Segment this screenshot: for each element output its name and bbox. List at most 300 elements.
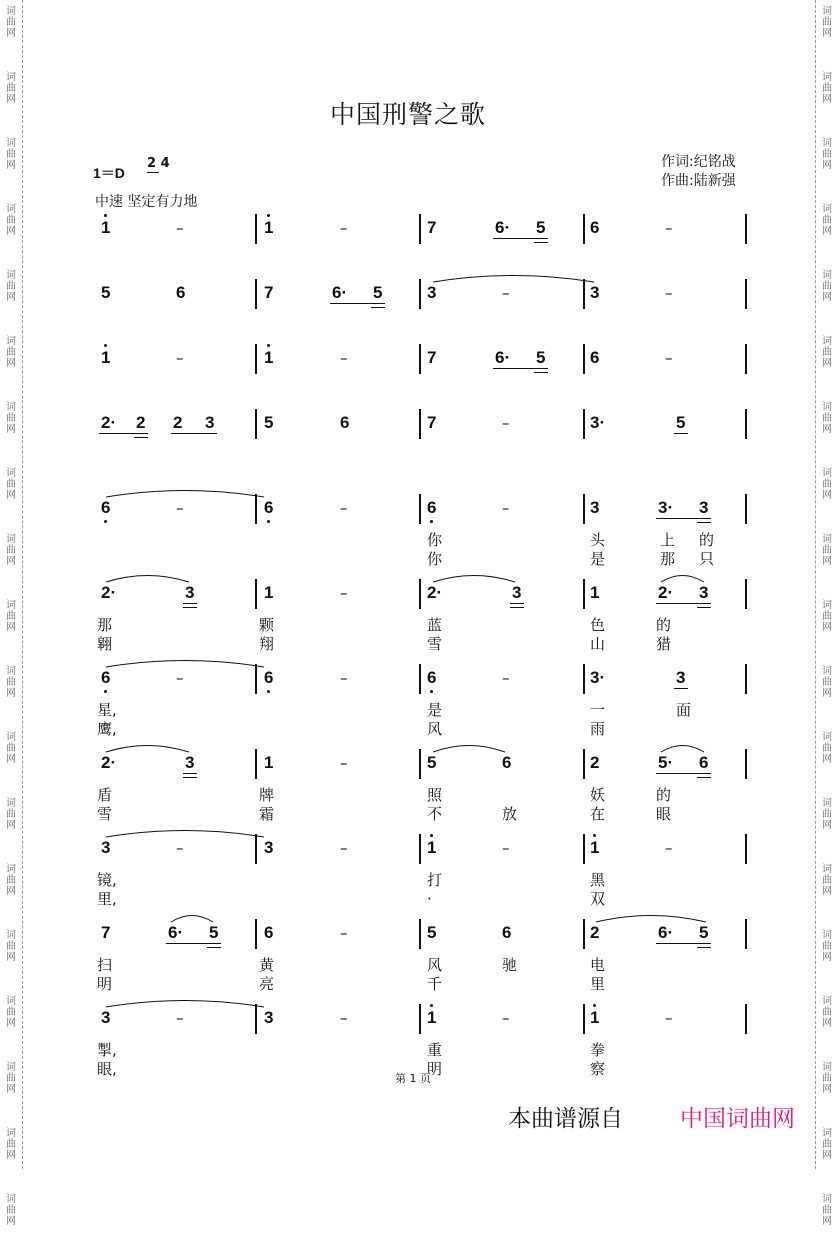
watermark-char: 网 bbox=[822, 1084, 832, 1095]
watermark-char: 网 bbox=[822, 160, 832, 171]
tie-path bbox=[106, 661, 264, 668]
watermark-group bbox=[818, 402, 836, 462]
note: 5 bbox=[427, 753, 437, 772]
watermark-char: 网 bbox=[6, 490, 16, 501]
watermark-char: 网 bbox=[822, 754, 832, 765]
note: 3 bbox=[699, 498, 709, 517]
time-signature-bottom: 4 bbox=[160, 156, 170, 171]
rest-dash: – bbox=[176, 499, 184, 517]
watermark-char: 曲 bbox=[6, 83, 16, 94]
watermark-char: 曲 bbox=[6, 281, 16, 292]
rest-dash: – bbox=[340, 669, 348, 687]
lyric-syllable: 霜 bbox=[259, 805, 275, 823]
watermark-char: 网 bbox=[6, 886, 16, 897]
underline-double bbox=[183, 607, 197, 608]
lyric-syllable: 山 bbox=[590, 635, 606, 653]
bar-line bbox=[583, 664, 585, 694]
note: 1 bbox=[590, 1008, 600, 1027]
watermark-char: 曲 bbox=[822, 1007, 832, 1018]
underline bbox=[656, 603, 711, 604]
watermark-char: 词 bbox=[6, 138, 16, 149]
lyric-syllable: 是 bbox=[590, 550, 606, 568]
lyric-syllable: 风 bbox=[427, 956, 443, 974]
watermark-char: 曲 bbox=[822, 743, 832, 754]
note: 1 bbox=[427, 1008, 437, 1027]
bar-line bbox=[419, 344, 421, 374]
watermark-char: 网 bbox=[6, 424, 16, 435]
lyric-syllable: 星, bbox=[97, 701, 117, 719]
tie-arc bbox=[105, 488, 265, 498]
high-octave-dot bbox=[267, 344, 270, 347]
bar-line bbox=[745, 494, 747, 524]
lyric-syllable: 鹰, bbox=[97, 720, 117, 738]
watermark-char: 曲 bbox=[822, 215, 832, 226]
lyric-syllable: 面 bbox=[676, 701, 692, 719]
watermark-char: 词 bbox=[822, 534, 832, 545]
watermark-char: 曲 bbox=[822, 17, 832, 28]
tie-path bbox=[433, 576, 515, 583]
footer-source-label: 本曲谱源自 bbox=[508, 1106, 623, 1132]
watermark-char: 词 bbox=[822, 468, 832, 479]
tie-arc bbox=[660, 573, 705, 583]
lyric-syllable: 盾 bbox=[97, 786, 113, 804]
lyric-syllable: 里, bbox=[97, 890, 117, 908]
lyric-syllable: 翔 bbox=[259, 635, 275, 653]
watermark-group bbox=[2, 336, 20, 396]
lyric-syllable: 眼 bbox=[656, 805, 672, 823]
watermark-char: 网 bbox=[6, 1084, 16, 1095]
lyric-syllable: 黄 bbox=[259, 956, 275, 974]
watermark-char: 词 bbox=[822, 336, 832, 347]
bar-line bbox=[255, 279, 257, 309]
watermark-char: 曲 bbox=[6, 611, 16, 622]
watermark-char: 词 bbox=[6, 1128, 16, 1139]
watermark-char: 词 bbox=[6, 1194, 16, 1205]
tie-path bbox=[106, 1001, 264, 1008]
watermark-group bbox=[2, 600, 20, 660]
watermark-char: 词 bbox=[822, 6, 832, 17]
watermark-group bbox=[818, 600, 836, 660]
tempo-marking: 中速 坚定有力地 bbox=[95, 194, 198, 210]
lyric-syllable: 不 bbox=[427, 805, 443, 823]
watermark-char: 网 bbox=[6, 622, 16, 633]
watermark-char: 词 bbox=[822, 666, 832, 677]
bar-line bbox=[745, 919, 747, 949]
bar-line bbox=[419, 919, 421, 949]
watermark-char: 词 bbox=[822, 732, 832, 743]
bar-line bbox=[583, 749, 585, 779]
watermark-char: 网 bbox=[822, 1150, 832, 1161]
left-margin-line bbox=[22, 0, 23, 1169]
watermark-char: 网 bbox=[6, 160, 16, 171]
low-octave-dot bbox=[267, 690, 270, 693]
tie-arc bbox=[660, 743, 705, 753]
watermark-char: 网 bbox=[822, 886, 832, 897]
note: 5 bbox=[373, 283, 383, 302]
note: 1 bbox=[264, 753, 274, 772]
underline-double bbox=[697, 777, 711, 778]
watermark-char: 曲 bbox=[822, 611, 832, 622]
watermark-char: 曲 bbox=[822, 83, 832, 94]
watermark-char: 曲 bbox=[6, 677, 16, 688]
watermark-group bbox=[2, 204, 20, 264]
key-signature: 1＝D bbox=[93, 165, 125, 181]
watermark-char: 网 bbox=[6, 820, 16, 831]
watermark-char: 词 bbox=[822, 1194, 832, 1205]
watermark-char: 词 bbox=[822, 864, 832, 875]
bar-line bbox=[745, 579, 747, 609]
tie-arc bbox=[105, 658, 265, 668]
watermark-char: 词 bbox=[6, 798, 16, 809]
note: 2· bbox=[101, 583, 117, 602]
tie-path bbox=[106, 576, 189, 583]
watermark-char: 词 bbox=[6, 996, 16, 1007]
note: 2 bbox=[136, 413, 146, 432]
underline-double bbox=[534, 372, 548, 373]
note: 5 bbox=[536, 348, 546, 367]
watermark-char: 词 bbox=[6, 666, 16, 677]
rest-dash: – bbox=[340, 219, 348, 237]
bar-line bbox=[583, 344, 585, 374]
note: 3 bbox=[101, 838, 111, 857]
watermark-char: 曲 bbox=[6, 809, 16, 820]
underline-double bbox=[510, 607, 524, 608]
note: 3 bbox=[264, 838, 274, 857]
note: 6 bbox=[427, 498, 437, 517]
underline-double bbox=[207, 947, 221, 948]
watermark-group bbox=[2, 138, 20, 198]
high-octave-dot bbox=[430, 1004, 433, 1007]
watermark-char: 网 bbox=[6, 226, 16, 237]
tie-path bbox=[433, 276, 594, 283]
tie-arc bbox=[105, 828, 265, 838]
lyric-syllable: 上 bbox=[660, 531, 676, 549]
bar-line bbox=[255, 919, 257, 949]
watermark-group bbox=[818, 1194, 836, 1254]
bar-line bbox=[583, 494, 585, 524]
bar-line bbox=[583, 409, 585, 439]
lyric-syllable: 放 bbox=[502, 805, 518, 823]
note: 6 bbox=[340, 413, 350, 432]
watermark-char: 词 bbox=[6, 336, 16, 347]
rest-dash: – bbox=[502, 499, 510, 517]
watermark-char: 曲 bbox=[6, 413, 16, 424]
watermark-char: 网 bbox=[6, 358, 16, 369]
lyric-syllable: 颗 bbox=[259, 616, 275, 634]
rest-dash: – bbox=[340, 754, 348, 772]
watermark-group bbox=[2, 930, 20, 990]
lyric-syllable: 牌 bbox=[259, 786, 275, 804]
watermark-char: 网 bbox=[822, 1216, 832, 1227]
note: 3 bbox=[699, 583, 709, 602]
watermark-char: 曲 bbox=[6, 1205, 16, 1216]
lyric-syllable: 头 bbox=[590, 531, 606, 549]
watermark-char: 词 bbox=[822, 402, 832, 413]
lyric-syllable: 那 bbox=[660, 550, 676, 568]
lyric-syllable: 明 bbox=[427, 1060, 443, 1078]
note: 3 bbox=[427, 283, 437, 302]
watermark-char: 网 bbox=[822, 490, 832, 501]
tie-arc bbox=[595, 913, 707, 923]
lyric-syllable: 蓝 bbox=[427, 616, 443, 634]
lyric-syllable: 雪 bbox=[97, 805, 113, 823]
bar-line bbox=[745, 279, 747, 309]
watermark-char: 词 bbox=[6, 930, 16, 941]
bar-line bbox=[255, 214, 257, 244]
watermark-char: 曲 bbox=[6, 1139, 16, 1150]
note: 6 bbox=[427, 668, 437, 687]
watermark-char: 网 bbox=[6, 1150, 16, 1161]
footer-site-name: 中国词曲网 bbox=[680, 1106, 795, 1132]
watermark-char: 曲 bbox=[6, 743, 16, 754]
watermark-char: 曲 bbox=[822, 1139, 832, 1150]
page-number: 第 1 页 bbox=[395, 1072, 431, 1085]
watermark-char: 曲 bbox=[6, 941, 16, 952]
right-margin-line bbox=[815, 0, 816, 1169]
low-octave-dot bbox=[430, 690, 433, 693]
watermark-char: 网 bbox=[822, 622, 832, 633]
underline bbox=[656, 518, 711, 519]
lyric-syllable: 察 bbox=[590, 1060, 606, 1078]
watermark-char: 网 bbox=[822, 1018, 832, 1029]
rest-dash: – bbox=[340, 349, 348, 367]
watermark-char: 曲 bbox=[6, 17, 16, 28]
note: 7 bbox=[427, 413, 437, 432]
watermark-group bbox=[2, 534, 20, 594]
watermark-group bbox=[818, 336, 836, 396]
watermark-group bbox=[818, 204, 836, 264]
rest-dash: – bbox=[502, 284, 510, 302]
watermark-group bbox=[2, 402, 20, 462]
rest-dash: – bbox=[340, 499, 348, 517]
tie-arc bbox=[105, 573, 190, 583]
watermark-group bbox=[818, 996, 836, 1056]
lyric-syllable: 驰 bbox=[502, 956, 518, 974]
underline bbox=[330, 303, 385, 304]
note: 3 bbox=[205, 413, 215, 432]
note: 1 bbox=[101, 348, 111, 367]
lyric-syllable: 你 bbox=[427, 531, 443, 549]
note: 6 bbox=[101, 668, 111, 687]
bar-line bbox=[255, 344, 257, 374]
lyric-syllable: 你 bbox=[427, 550, 443, 568]
lyric-syllable: 那 bbox=[97, 616, 113, 634]
bar-line bbox=[419, 664, 421, 694]
watermark-char: 网 bbox=[6, 754, 16, 765]
watermark-char: 曲 bbox=[822, 875, 832, 886]
watermark-group bbox=[2, 6, 20, 66]
high-octave-dot bbox=[267, 214, 270, 217]
note: 5 bbox=[101, 283, 111, 302]
bar-line bbox=[745, 749, 747, 779]
note: 3 bbox=[185, 753, 195, 772]
note: 3 bbox=[590, 498, 600, 517]
note: 2 bbox=[590, 923, 600, 942]
note: 2· bbox=[427, 583, 443, 602]
watermark-char: 网 bbox=[822, 94, 832, 105]
low-octave-dot bbox=[104, 520, 107, 523]
lyric-syllable: 妖 bbox=[590, 786, 606, 804]
tie-arc bbox=[432, 743, 506, 753]
note: 6 bbox=[176, 283, 186, 302]
watermark-char: 曲 bbox=[822, 941, 832, 952]
watermark-group bbox=[2, 270, 20, 330]
note: 3 bbox=[676, 668, 686, 687]
watermark-char: 词 bbox=[6, 732, 16, 743]
rest-dash: – bbox=[665, 349, 673, 367]
lyric-syllable: 的 bbox=[656, 786, 672, 804]
watermark-char: 曲 bbox=[6, 215, 16, 226]
lyric-syllable: 亮 bbox=[259, 975, 275, 993]
watermark-group bbox=[818, 798, 836, 858]
rest-dash: – bbox=[665, 1009, 673, 1027]
bar-line bbox=[583, 579, 585, 609]
note: 5 bbox=[427, 923, 437, 942]
underline bbox=[674, 433, 688, 434]
lyric-syllable: 雪 bbox=[427, 635, 443, 653]
note: 7 bbox=[101, 923, 111, 942]
watermark-char: 词 bbox=[822, 600, 832, 611]
watermark-group bbox=[818, 1062, 836, 1122]
rest-dash: – bbox=[502, 669, 510, 687]
underline bbox=[674, 688, 688, 689]
tie-path bbox=[433, 746, 505, 753]
note: 5· bbox=[658, 753, 674, 772]
watermark-char: 词 bbox=[6, 864, 16, 875]
watermark-group bbox=[2, 666, 20, 726]
note: 5 bbox=[536, 218, 546, 237]
bar-line bbox=[419, 834, 421, 864]
watermark-group bbox=[818, 732, 836, 792]
watermark-char: 网 bbox=[6, 292, 16, 303]
bar-line bbox=[745, 409, 747, 439]
watermark-group bbox=[818, 864, 836, 924]
note: 1 bbox=[590, 583, 600, 602]
lyric-syllable: 眼, bbox=[97, 1060, 117, 1078]
watermark-char: 曲 bbox=[6, 347, 16, 358]
watermark-char: 词 bbox=[6, 270, 16, 281]
lyric-syllable: 的 bbox=[656, 616, 672, 634]
composer: 作曲:陆新强 bbox=[661, 173, 736, 189]
watermark-char: 曲 bbox=[6, 875, 16, 886]
tie-arc bbox=[170, 913, 214, 923]
low-octave-dot bbox=[430, 520, 433, 523]
note: 6 bbox=[590, 348, 600, 367]
watermark-char: 曲 bbox=[6, 545, 16, 556]
tie-path bbox=[106, 746, 189, 753]
underline bbox=[183, 773, 197, 774]
note: 6· bbox=[495, 218, 511, 237]
watermark-char: 曲 bbox=[6, 149, 16, 160]
time-signature-top: 2 bbox=[147, 156, 157, 171]
lyric-syllable: 千 bbox=[427, 975, 443, 993]
lyric-syllable: 猎 bbox=[656, 635, 672, 653]
lyric-syllable: 重 bbox=[427, 1041, 443, 1059]
bar-line bbox=[745, 834, 747, 864]
bar-line bbox=[583, 919, 585, 949]
rest-dash: – bbox=[340, 1009, 348, 1027]
note: 3· bbox=[590, 668, 606, 687]
watermark-char: 词 bbox=[6, 534, 16, 545]
rest-dash: – bbox=[340, 839, 348, 857]
bar-line bbox=[583, 279, 585, 309]
bar-line bbox=[255, 494, 257, 524]
note: 1 bbox=[264, 348, 274, 367]
bar-line bbox=[419, 279, 421, 309]
watermark-char: 网 bbox=[822, 358, 832, 369]
note: 7 bbox=[427, 218, 437, 237]
watermark-char: 网 bbox=[822, 28, 832, 39]
watermark-group bbox=[2, 1062, 20, 1122]
watermark-char: 词 bbox=[822, 930, 832, 941]
watermark-char: 词 bbox=[822, 204, 832, 215]
watermark-char: 词 bbox=[6, 600, 16, 611]
underline bbox=[183, 603, 197, 604]
rest-dash: – bbox=[502, 1009, 510, 1027]
lyric-syllable: 黑 bbox=[590, 871, 606, 889]
rest-dash: – bbox=[340, 924, 348, 942]
rest-dash: – bbox=[176, 219, 184, 237]
bar-line bbox=[419, 1004, 421, 1034]
underline-double bbox=[371, 307, 385, 308]
watermark-char: 曲 bbox=[822, 149, 832, 160]
note: 2· bbox=[101, 413, 117, 432]
lyric-syllable: 在 bbox=[590, 805, 606, 823]
watermark-group bbox=[2, 864, 20, 924]
watermark-char: 词 bbox=[6, 402, 16, 413]
watermark-char: 网 bbox=[822, 292, 832, 303]
rest-dash: – bbox=[176, 669, 184, 687]
watermark-char: 词 bbox=[6, 468, 16, 479]
watermark-char: 词 bbox=[6, 72, 16, 83]
watermark-group bbox=[2, 468, 20, 528]
low-octave-dot bbox=[104, 690, 107, 693]
watermark-group bbox=[818, 1128, 836, 1188]
lyric-syllable: 拳 bbox=[590, 1041, 606, 1059]
watermark-char: 曲 bbox=[822, 677, 832, 688]
watermark-char: 曲 bbox=[822, 809, 832, 820]
watermark-char: 曲 bbox=[822, 347, 832, 358]
bar-line bbox=[255, 664, 257, 694]
watermark-char: 网 bbox=[6, 1216, 16, 1227]
note: 5 bbox=[209, 923, 219, 942]
high-octave-dot bbox=[593, 834, 596, 837]
note: 7 bbox=[264, 283, 274, 302]
rest-dash: – bbox=[665, 839, 673, 857]
underline-double bbox=[534, 242, 548, 243]
note: 2 bbox=[173, 413, 183, 432]
bar-line bbox=[583, 1004, 585, 1034]
watermark-char: 曲 bbox=[6, 1007, 16, 1018]
note: 6· bbox=[658, 923, 674, 942]
underline bbox=[493, 368, 548, 369]
watermark-char: 词 bbox=[822, 798, 832, 809]
note: 2· bbox=[101, 753, 117, 772]
note: 7 bbox=[427, 348, 437, 367]
lyric-syllable: 打 bbox=[427, 871, 443, 889]
watermark-char: 词 bbox=[6, 1062, 16, 1073]
underline bbox=[171, 433, 217, 434]
watermark-group bbox=[818, 468, 836, 528]
note: 6 bbox=[502, 923, 512, 942]
lyric-syllable: 电 bbox=[590, 956, 606, 974]
underline bbox=[656, 943, 711, 944]
tie-path bbox=[596, 916, 706, 923]
watermark-char: 曲 bbox=[6, 479, 16, 490]
underline bbox=[166, 943, 221, 944]
lyric-syllable: 翱 bbox=[97, 635, 113, 653]
note: 6· bbox=[495, 348, 511, 367]
